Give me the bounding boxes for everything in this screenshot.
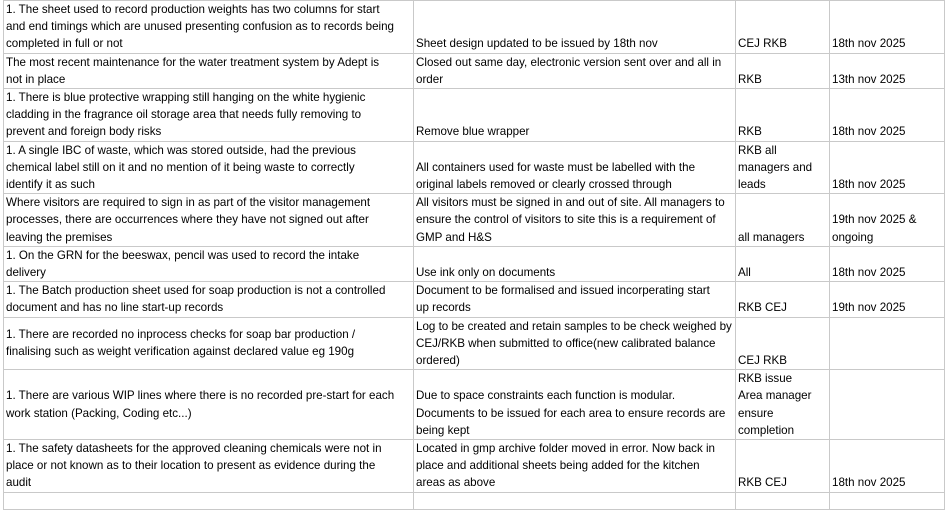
table-row <box>4 492 945 509</box>
table-row <box>4 440 945 493</box>
owner-cell[interactable]: RKB <box>736 89 830 142</box>
action-cell[interactable]: Located in gmp archive folder moved in error. Now back in place and additional sheets being added for the kitchen areas as above <box>414 440 736 493</box>
date-cell[interactable]: 19th nov 2025 <box>830 282 945 317</box>
date-cell[interactable]: 18th nov 2025 <box>830 440 945 493</box>
action-tracker-table <box>3 0 945 510</box>
date-cell[interactable]: 19th nov 2025 & ongoing <box>830 194 945 247</box>
owner-cell[interactable]: RKB CEJ <box>736 440 830 493</box>
date-cell[interactable]: 18th nov 2025 <box>830 246 945 281</box>
issue-cell[interactable]: 1. On the GRN for the beeswax, pencil was used to record the intake delivery <box>4 246 414 281</box>
issue-cell[interactable] <box>4 492 414 509</box>
table-row <box>4 53 945 88</box>
owner-cell[interactable]: CEJ RKB <box>736 1 830 54</box>
table-row <box>4 141 945 194</box>
issue-cell[interactable]: The most recent maintenance for the water treatment system by Adept is not in place <box>4 53 414 88</box>
date-cell[interactable]: 18th nov 2025 <box>830 89 945 142</box>
date-cell[interactable] <box>830 370 945 440</box>
issue-cell[interactable]: 1. There is blue protective wrapping still hanging on the white hygienic cladding in the fragrance oil storage area that needs fully removing to prevent and foreign body risks <box>4 89 414 142</box>
table-row <box>4 89 945 142</box>
issue-cell[interactable]: 1. The sheet used to record production weights has two columns for start and end timings which are unused presenting confusion as to records being completed in full or not <box>4 1 414 54</box>
action-cell[interactable]: Remove blue wrapper <box>414 89 736 142</box>
date-cell[interactable] <box>830 317 945 370</box>
date-cell[interactable]: 18th nov 2025 <box>830 141 945 194</box>
action-cell[interactable]: Document to be formalised and issued incorperating start up records <box>414 282 736 317</box>
issue-cell[interactable]: 1. There are various WIP lines where there is no recorded pre-start for each work station (Packing, Coding etc...) <box>4 370 414 440</box>
action-cell[interactable]: All visitors must be signed in and out of site. All managers to ensure the control of visitors to site this is a requirement of GMP and H&S <box>414 194 736 247</box>
date-cell[interactable]: 18th nov 2025 <box>830 1 945 54</box>
issue-cell[interactable]: 1. A single IBC of waste, which was stored outside, had the previous chemical label still on it and no mention of it being waste to correctly identify it as such <box>4 141 414 194</box>
action-cell[interactable] <box>414 492 736 509</box>
owner-cell[interactable]: RKB <box>736 53 830 88</box>
owner-cell[interactable]: all managers <box>736 194 830 247</box>
date-cell[interactable] <box>830 492 945 509</box>
owner-cell[interactable]: RKB issue Area manager ensure completion <box>736 370 830 440</box>
table-row <box>4 194 945 247</box>
table-row <box>4 317 945 370</box>
owner-cell[interactable] <box>736 492 830 509</box>
action-cell[interactable]: All containers used for waste must be labelled with the original labels removed or clearly crossed through <box>414 141 736 194</box>
action-cell[interactable]: Closed out same day, electronic version sent over and all in order <box>414 53 736 88</box>
table-row <box>4 246 945 281</box>
owner-cell[interactable]: All <box>736 246 830 281</box>
issue-cell[interactable]: 1. There are recorded no inprocess checks for soap bar production / finalising such as weight verification against declared value eg 190g <box>4 317 414 370</box>
issue-cell[interactable]: Where visitors are required to sign in as part of the visitor management processes, there are occurrences where they have not signed out after leaving the premises <box>4 194 414 247</box>
date-cell[interactable]: 13th nov 2025 <box>830 53 945 88</box>
action-cell[interactable]: Due to space constraints each function is modular. Documents to be issued for each area to ensure records are being kept <box>414 370 736 440</box>
table-row <box>4 370 945 440</box>
action-cell[interactable]: Use ink only on documents <box>414 246 736 281</box>
table-body <box>4 1 945 510</box>
table-row <box>4 1 945 54</box>
owner-cell[interactable]: CEJ RKB <box>736 317 830 370</box>
table-row <box>4 282 945 317</box>
issue-cell[interactable]: 1. The safety datasheets for the approved cleaning chemicals were not in place or not known as to their location to present as evidence during the audit <box>4 440 414 493</box>
action-cell[interactable]: Log to be created and retain samples to be check weighed by CEJ/RKB when submitted to office(new calibrated balance ordered) <box>414 317 736 370</box>
action-cell[interactable]: Sheet design updated to be issued by 18th nov <box>414 1 736 54</box>
owner-cell[interactable]: RKB CEJ <box>736 282 830 317</box>
issue-cell[interactable]: 1. The Batch production sheet used for soap production is not a controlled document and has no line start-up records <box>4 282 414 317</box>
owner-cell[interactable]: RKB all managers and leads <box>736 141 830 194</box>
